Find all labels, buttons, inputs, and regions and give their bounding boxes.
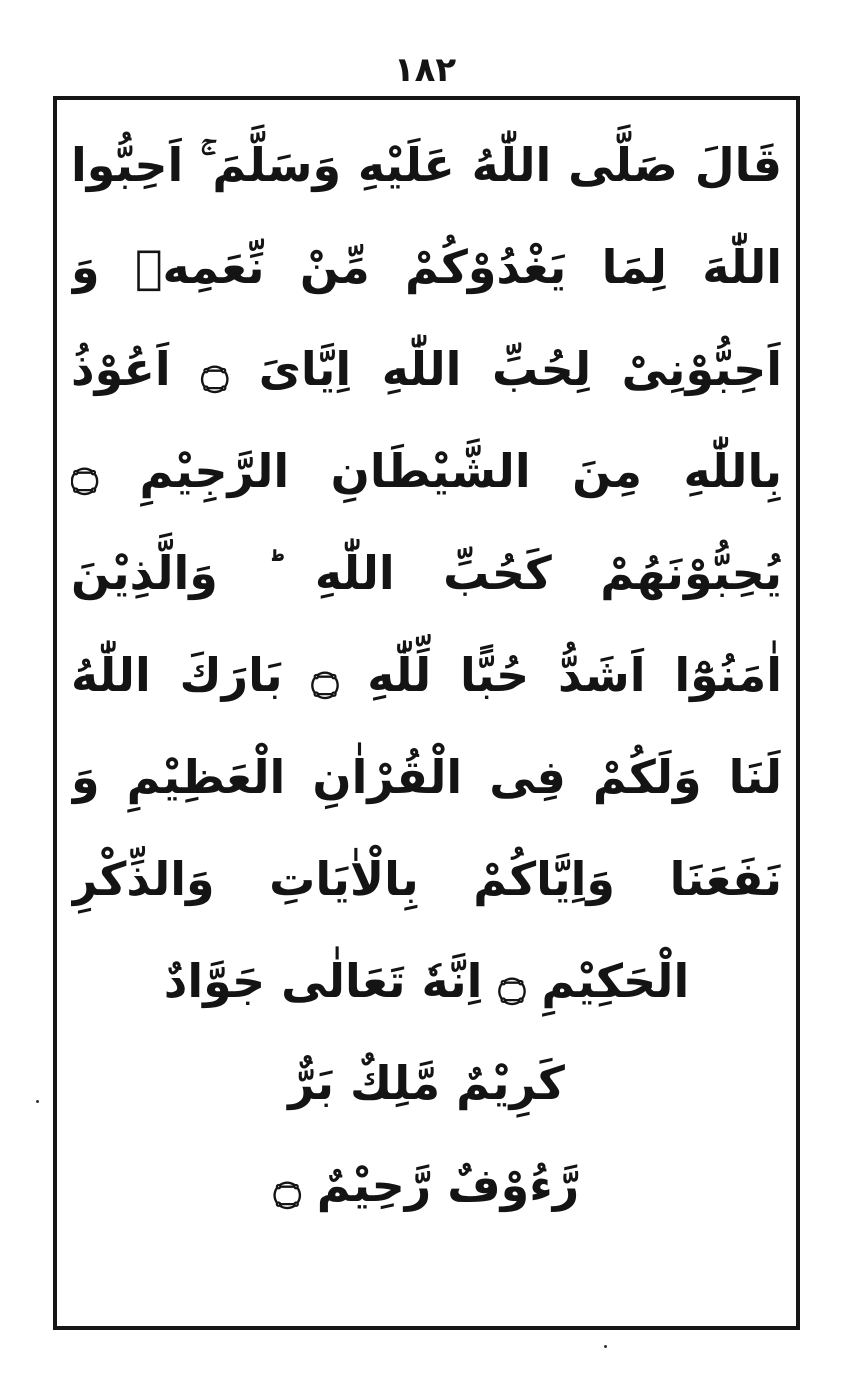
page-number: ١٨٢ xyxy=(393,50,457,90)
text-frame xyxy=(53,96,800,1330)
text-line-1: قَالَ صَلَّى اللّٰهُ عَلَيْهِ وَسَلَّمَ ۚ اَحِبُّوا xyxy=(71,138,782,192)
paper-speck xyxy=(604,1345,607,1348)
text-block xyxy=(57,114,796,1236)
text-line-5: يُحِبُّوْنَهُمْ كَحُبِّ اللّٰهِ ؕ وَالَّذِيْنَ xyxy=(71,546,782,600)
text-line-8: نَفَعَنَا وَاِيَّاكُمْ بِالْاٰيَاتِ وَالذِّكْرِ xyxy=(71,852,782,906)
text-line-6: اٰمَنُوْٓا اَشَدُّ حُبًّا لِّلّٰهِ ۝ بَارَكَ اللّٰهُ xyxy=(71,648,782,702)
text-line-3: اَحِبُّوْنِىْ لِحُبِّ اللّٰهِ اِيَّاىَ ۝ اَعُوْذُ xyxy=(71,342,782,396)
text-line-10: كَرِيْمٌ مَّلِكٌ بَرٌّ xyxy=(288,1056,565,1110)
paper-speck xyxy=(36,1100,39,1103)
text-line-2: اللّٰهَ لِمَا يَغْدُوْكُمْ مِّنْ نِّعَمِهٖ وَ xyxy=(71,240,782,294)
text-line-7: لَنَا وَلَكُمْ فِى الْقُرْاٰنِ الْعَظِيْمِ وَ xyxy=(71,750,782,804)
text-line-9: الْحَكِيْمِ ۝ اِنَّهٗ تَعَالٰى جَوَّادٌ xyxy=(163,954,690,1008)
text-line-4: بِاللّٰهِ مِنَ الشَّيْطَانِ الرَّجِيْمِ ۝ xyxy=(71,444,782,498)
text-line-11: رَّءُوْفٌ رَّحِيْمٌ ۝ xyxy=(273,1158,580,1212)
